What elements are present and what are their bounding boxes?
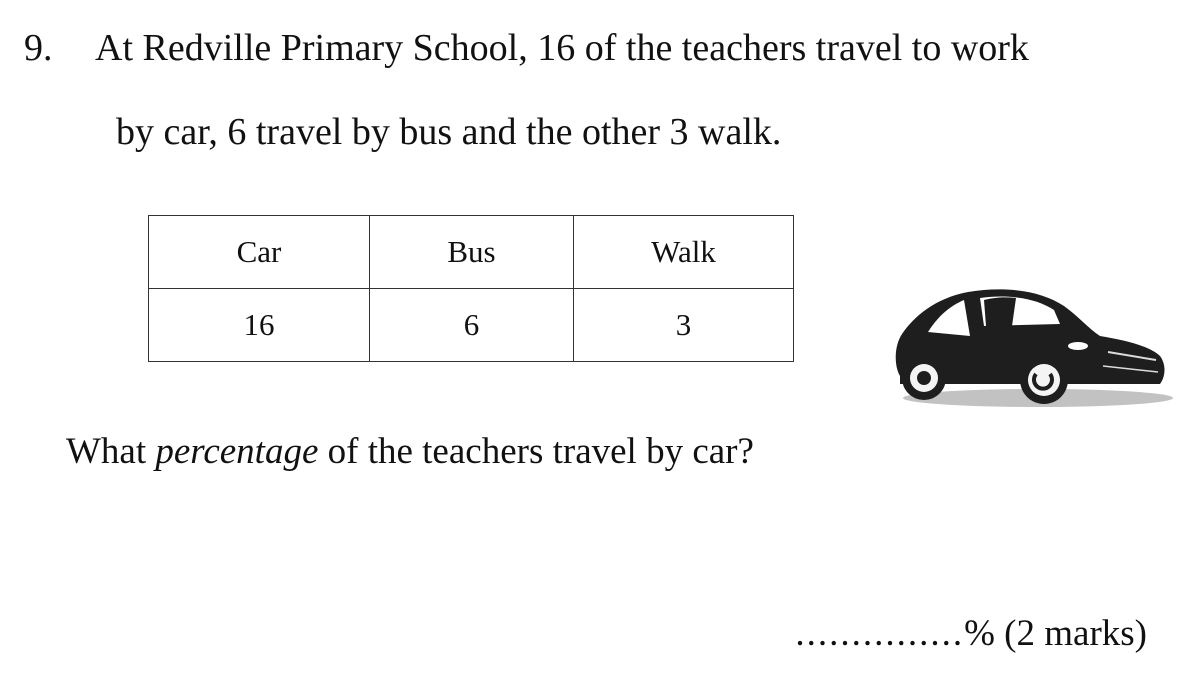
value-bus: 6	[370, 289, 574, 362]
table-value-row	[149, 289, 794, 362]
header-car: Car	[149, 216, 370, 289]
question-text-line-2: by car, 6 travel by bus and the other 3 walk.	[116, 111, 782, 153]
prompt-end: of the teachers travel by car?	[318, 431, 754, 472]
value-walk: 3	[574, 289, 794, 362]
value-car: 16	[149, 289, 370, 362]
header-bus: Bus	[370, 216, 574, 289]
prompt-start: What	[66, 431, 156, 472]
question-text-line-1: At Redville Primary School, 16 of the teachers travel to work	[95, 27, 1029, 69]
transport-table	[148, 215, 794, 362]
car-icon	[888, 280, 1173, 415]
table-header-row	[149, 216, 794, 289]
answer-suffix: % (2 marks)	[964, 613, 1147, 654]
question-number: 9.	[24, 27, 53, 69]
prompt-emphasis: percentage	[155, 431, 319, 472]
header-walk: Walk	[574, 216, 794, 289]
answer-line	[795, 612, 1147, 655]
answer-blank[interactable]: ...............	[795, 613, 965, 654]
question-prompt	[66, 430, 754, 473]
